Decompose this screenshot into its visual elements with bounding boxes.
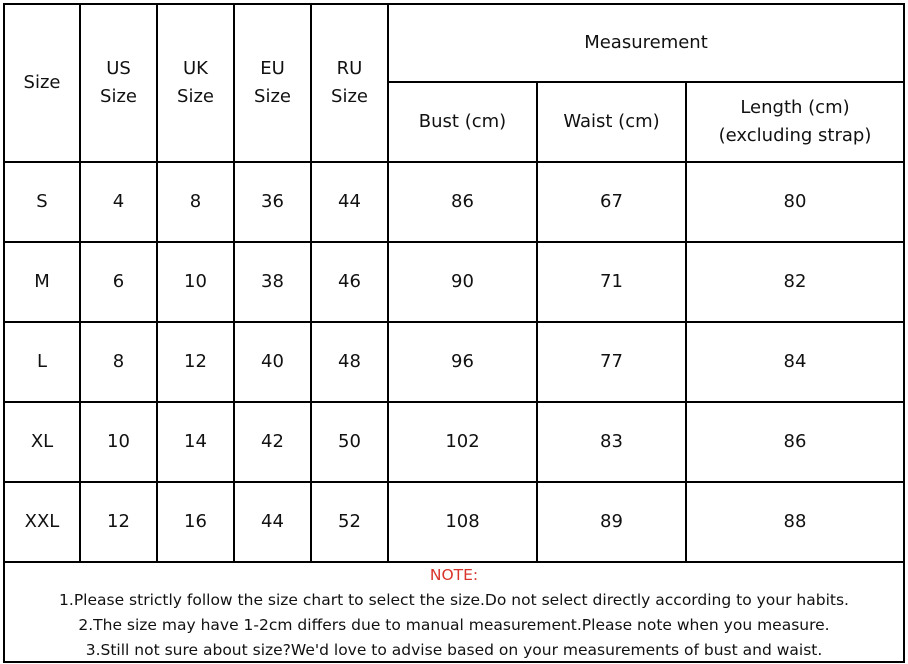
table-cell-us <box>80 242 157 322</box>
table-cell-waist <box>537 402 686 482</box>
table-cell-value: 8 <box>189 191 202 212</box>
table-cell-uk <box>157 402 234 482</box>
table-cell-waist <box>537 322 686 402</box>
table-cell-value: 90 <box>451 271 474 292</box>
header-bust-label: Bust (cm) <box>418 111 507 132</box>
header-waist-label: Waist (cm) <box>563 111 660 132</box>
v-line-2 <box>233 3 235 562</box>
header-uk-size <box>157 4 234 162</box>
table-cell-value: 88 <box>783 511 807 532</box>
table-cell-value: 40 <box>261 351 284 372</box>
header-size-label: Size <box>23 72 61 93</box>
table-cell-uk <box>157 482 234 562</box>
header-us-size <box>80 4 157 162</box>
header-measurement <box>388 4 904 82</box>
header-us-line2: Size <box>100 86 137 107</box>
table-cell-length <box>686 162 904 242</box>
header-bust <box>388 82 537 162</box>
table-cell-eu <box>234 402 311 482</box>
table-cell-value: 36 <box>261 191 284 212</box>
table-cell-value: 14 <box>184 431 207 452</box>
table-cell-value: 10 <box>107 431 130 452</box>
h-line-4 <box>3 481 905 483</box>
header-uk-line2: Size <box>177 86 214 107</box>
table-cell-eu <box>234 242 311 322</box>
table-cell-length <box>686 242 904 322</box>
v-line-4 <box>387 3 389 562</box>
table-cell-size <box>4 162 80 242</box>
table-cell-length <box>686 482 904 562</box>
header-size <box>4 4 80 162</box>
table-cell-bust <box>388 162 537 242</box>
v-line-5 <box>536 81 538 562</box>
table-cell-value: 12 <box>184 351 207 372</box>
h-line-3 <box>3 401 905 403</box>
table-cell-us <box>80 482 157 562</box>
v-line-1 <box>156 3 158 562</box>
table-cell-size <box>4 242 80 322</box>
header-length-line2: (excluding strap) <box>718 125 872 146</box>
table-cell-eu <box>234 162 311 242</box>
note-line-1: 1.Please strictly follow the size chart to select the size.Do not select directly according to your habits. <box>59 591 849 609</box>
table-cell-value: 89 <box>600 511 623 532</box>
table-cell-value: 82 <box>783 271 807 292</box>
table-cell-value: 4 <box>112 191 125 212</box>
table-cell-value: L <box>36 351 48 372</box>
table-cell-uk <box>157 322 234 402</box>
table-cell-value: 6 <box>112 271 125 292</box>
table-cell-waist <box>537 162 686 242</box>
table-cell-value: S <box>36 191 48 212</box>
table-cell-value: 12 <box>107 511 130 532</box>
table-cell-ru <box>311 242 388 322</box>
header-ru-line2: Size <box>331 86 368 107</box>
h-line-measurement <box>387 81 905 83</box>
table-cell-value: 38 <box>261 271 284 292</box>
header-length <box>686 82 904 162</box>
table-cell-us <box>80 402 157 482</box>
table-cell-value: 16 <box>184 511 207 532</box>
table-cell-eu <box>234 482 311 562</box>
table-cell-value: XXL <box>24 511 60 532</box>
note-line-3: 3.Still not sure about size?We'd love to advise based on your measurements of bust and waist. <box>85 641 823 659</box>
table-cell-value: 71 <box>600 271 623 292</box>
table-cell-eu <box>234 322 311 402</box>
h-line-1 <box>3 241 905 243</box>
table-cell-value: 46 <box>338 271 361 292</box>
table-cell-bust <box>388 482 537 562</box>
table-cell-value: 8 <box>112 351 125 372</box>
table-cell-value: 108 <box>445 511 480 532</box>
table-cell-value: 42 <box>261 431 284 452</box>
h-line-0 <box>3 161 905 163</box>
table-cell-length <box>686 402 904 482</box>
header-measurement-label: Measurement <box>584 32 708 53</box>
table-cell-value: 84 <box>783 351 807 372</box>
table-cell-size <box>4 482 80 562</box>
table-cell-value: 86 <box>451 191 474 212</box>
note-line-2: 2.The size may have 1-2cm differs due to manual measurement.Please note when you measure. <box>78 616 830 634</box>
header-waist <box>537 82 686 162</box>
table-cell-uk <box>157 242 234 322</box>
table-cell-bust <box>388 322 537 402</box>
table-cell-us <box>80 322 157 402</box>
table-cell-value: 86 <box>783 431 807 452</box>
header-ru-line1: RU <box>336 58 363 79</box>
h-line-2 <box>3 321 905 323</box>
table-cell-value: 83 <box>600 431 623 452</box>
table-cell-bust <box>388 402 537 482</box>
table-cell-size <box>4 402 80 482</box>
note-title: NOTE: <box>429 566 479 584</box>
table-cell-value: 77 <box>600 351 623 372</box>
table-cell-value: XL <box>30 431 54 452</box>
table-cell-uk <box>157 162 234 242</box>
table-cell-length <box>686 322 904 402</box>
note-section <box>4 563 904 663</box>
table-cell-value: 52 <box>338 511 361 532</box>
header-ru-size <box>311 4 388 162</box>
table-cell-value: 44 <box>338 191 361 212</box>
table-cell-bust <box>388 242 537 322</box>
header-eu-size <box>234 4 311 162</box>
table-cell-ru <box>311 322 388 402</box>
header-uk-line1: UK <box>183 58 208 79</box>
table-cell-value: 67 <box>600 191 623 212</box>
v-line-6 <box>685 81 687 562</box>
table-cell-us <box>80 162 157 242</box>
table-cell-ru <box>311 402 388 482</box>
header-eu-line1: EU <box>260 58 285 79</box>
table-cell-waist <box>537 482 686 562</box>
v-line-3 <box>310 3 312 562</box>
table-cell-waist <box>537 242 686 322</box>
table-cell-value: 96 <box>451 351 474 372</box>
table-cell-value: 10 <box>184 271 207 292</box>
table-cell-value: 44 <box>261 511 284 532</box>
table-cell-value: 102 <box>445 431 480 452</box>
table-cell-value: 50 <box>338 431 361 452</box>
table-cell-ru <box>311 162 388 242</box>
header-length-line1: Length (cm) <box>740 97 850 118</box>
table-cell-value: 48 <box>338 351 361 372</box>
table-cell-ru <box>311 482 388 562</box>
v-line-0 <box>79 3 81 562</box>
table-cell-value: 80 <box>783 191 807 212</box>
border-top <box>3 3 905 5</box>
header-eu-line2: Size <box>254 86 291 107</box>
header-us-line1: US <box>106 58 131 79</box>
table-cell-size <box>4 322 80 402</box>
table-cell-value: M <box>34 271 50 292</box>
